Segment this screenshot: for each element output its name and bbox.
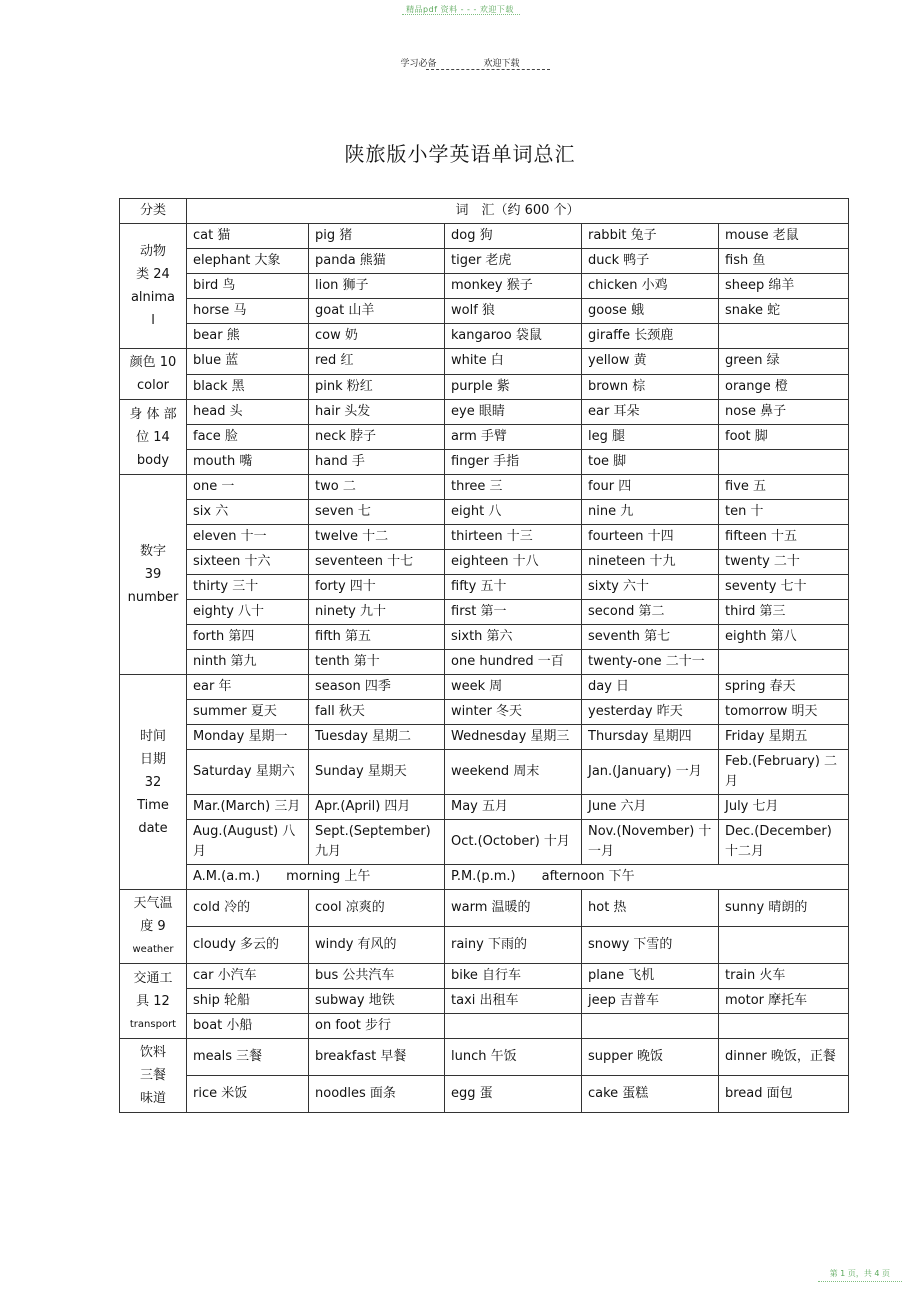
table-row — [120, 1039, 849, 1076]
vocab-cell: Feb.(February) 二月 — [719, 750, 849, 795]
category-label-line: 颜色 10 — [129, 355, 177, 370]
vocab-cell: nine 九 — [582, 500, 719, 525]
vocab-cell: boat 小船 — [187, 1014, 309, 1039]
table-row — [120, 224, 849, 249]
vocab-cell: yesterday 昨天 — [582, 700, 719, 725]
vocab-cell: green 绿 — [719, 349, 849, 375]
category-cell-animal — [120, 224, 187, 349]
vocab-cell: seventeen 十七 — [309, 550, 445, 575]
vocab-cell: fifth 第五 — [309, 625, 445, 650]
vocab-cell: twelve 十二 — [309, 525, 445, 550]
category-label-line: 类 24 — [136, 267, 170, 282]
vocab-cell: blue 蓝 — [187, 349, 309, 375]
table-row — [120, 450, 849, 475]
vocab-cell: sixty 六十 — [582, 575, 719, 600]
vocab-cell: motor 摩托车 — [719, 989, 849, 1014]
vocab-cell: one 一 — [187, 475, 309, 500]
table-row — [120, 249, 849, 274]
vocab-cell: Monday 星期一 — [187, 725, 309, 750]
category-label-line: 时间 — [139, 728, 166, 744]
vocab-cell: second 第二 — [582, 600, 719, 625]
table-row — [120, 600, 849, 625]
vocab-cell: brown 棕 — [582, 374, 719, 400]
vocab-cell: sheep 绵羊 — [719, 274, 849, 299]
vocab-cell: Oct.(October) 十月 — [445, 820, 582, 865]
vocab-cell: seventy 七十 — [719, 575, 849, 600]
vocab-cell: five 五 — [719, 475, 849, 500]
table-row — [120, 299, 849, 324]
category-label-line: 交通工 — [133, 970, 173, 986]
vocab-cell: eighteen 十八 — [445, 550, 582, 575]
vocab-cell: breakfast 早餐 — [309, 1039, 445, 1076]
vocab-cell: twenty-one 二十一 — [582, 650, 719, 675]
table-row — [120, 964, 849, 989]
table-row — [120, 374, 849, 400]
category-cell-time — [120, 675, 187, 890]
vocab-cell: nineteen 十九 — [582, 550, 719, 575]
category-label-line: 身 体 部 — [129, 406, 177, 422]
vocab-cell: meals 三餐 — [187, 1039, 309, 1076]
vocab-cell — [719, 927, 849, 964]
vocab-cell: panda 熊猫 — [309, 249, 445, 274]
category-label-line: date — [138, 820, 168, 836]
vocab-cell: Tuesday 星期二 — [309, 725, 445, 750]
vocab-cell: sixth 第六 — [445, 625, 582, 650]
vocab-cell: eighty 八十 — [187, 600, 309, 625]
vocab-cell: Nov.(November) 十一月 — [582, 820, 719, 865]
vocab-cell — [719, 650, 849, 675]
vocab-cell: purple 紫 — [445, 374, 582, 400]
header-category: 分类 — [120, 199, 187, 224]
table-row — [120, 1076, 849, 1113]
category-label-line: color — [136, 378, 169, 393]
category-label-line: number — [127, 590, 179, 605]
table-row — [120, 865, 849, 890]
category-label-line: 度 9 — [140, 919, 166, 934]
table-row — [120, 700, 849, 725]
vocab-cell: rabbit 兔子 — [582, 224, 719, 249]
category-cell-food — [120, 1039, 187, 1113]
vocab-cell: red 红 — [309, 349, 445, 375]
category-label-line: body — [136, 452, 170, 468]
vocab-cell: ship 轮船 — [187, 989, 309, 1014]
table-row — [120, 725, 849, 750]
vocab-cell-wide: A.M.(a.m.) morning 上午 — [187, 865, 445, 890]
vocab-cell: Dec.(December) 十二月 — [719, 820, 849, 865]
vocab-cell: hot 热 — [582, 890, 719, 927]
vocab-cell: third 第三 — [719, 600, 849, 625]
vocab-cell: toe 脚 — [582, 450, 719, 475]
vocab-cell: bus 公共汽车 — [309, 964, 445, 989]
vocab-cell: day 日 — [582, 675, 719, 700]
vocab-cell: Sunday 星期天 — [309, 750, 445, 795]
header-rule — [426, 69, 550, 70]
category-label-line: alnima — [130, 290, 176, 305]
category-label-line: 味道 — [139, 1091, 166, 1106]
table-row — [120, 550, 849, 575]
category-label-line: 日期 — [139, 751, 166, 767]
vocab-cell: cow 奶 — [309, 324, 445, 349]
vocab-cell: mouth 嘴 — [187, 450, 309, 475]
category-label-line: 39 — [144, 567, 162, 582]
vocab-cell: season 四季 — [309, 675, 445, 700]
table-row — [120, 625, 849, 650]
vocab-cell: giraffe 长颈鹿 — [582, 324, 719, 349]
vocab-cell: forty 四十 — [309, 575, 445, 600]
vocab-cell: ear 耳朵 — [582, 400, 719, 425]
vocab-cell: eight 八 — [445, 500, 582, 525]
vocab-cell: fish 鱼 — [719, 249, 849, 274]
vocab-cell: yellow 黄 — [582, 349, 719, 375]
vocab-cell: black 黑 — [187, 374, 309, 400]
vocab-cell: taxi 出租车 — [445, 989, 582, 1014]
vocab-cell: car 小汽车 — [187, 964, 309, 989]
header-right: 欢迎下载 — [483, 59, 520, 69]
vocab-cell: June 六月 — [582, 795, 719, 820]
vocab-cell: tomorrow 明天 — [719, 700, 849, 725]
vocab-cell: subway 地铁 — [309, 989, 445, 1014]
vocab-cell: May 五月 — [445, 795, 582, 820]
table-row — [120, 274, 849, 299]
table-row — [120, 750, 849, 795]
vocab-cell — [719, 450, 849, 475]
category-label-line: 数字 — [139, 544, 166, 559]
vocab-cell: snowy 下雪的 — [582, 927, 719, 964]
table-row — [120, 989, 849, 1014]
vocab-cell: leg 腿 — [582, 425, 719, 450]
table-row — [120, 500, 849, 525]
vocab-cell: bear 熊 — [187, 324, 309, 349]
vocab-cell: six 六 — [187, 500, 309, 525]
vocab-cell: duck 鸭子 — [582, 249, 719, 274]
vocab-cell: supper 晚饭 — [582, 1039, 719, 1076]
vocab-cell — [582, 1014, 719, 1039]
vocab-cell: jeep 吉普车 — [582, 989, 719, 1014]
vocab-cell: plane 飞机 — [582, 964, 719, 989]
vocab-cell: seventh 第七 — [582, 625, 719, 650]
category-label-line: 32 — [144, 774, 162, 790]
vocab-cell: warm 温暖的 — [445, 890, 582, 927]
table-row — [120, 475, 849, 500]
vocab-cell: lion 狮子 — [309, 274, 445, 299]
table-row — [120, 525, 849, 550]
vocab-cell: spring 春天 — [719, 675, 849, 700]
vocab-cell: kangaroo 袋鼠 — [445, 324, 582, 349]
vocab-cell: Saturday 星期六 — [187, 750, 309, 795]
vocab-cell: ten 十 — [719, 500, 849, 525]
category-cell-color — [120, 349, 187, 400]
category-cell-transport — [120, 964, 187, 1039]
vocab-cell: Jan.(January) 一月 — [582, 750, 719, 795]
table-row — [120, 927, 849, 964]
vocab-cell: eighth 第八 — [719, 625, 849, 650]
vocab-cell: bike 自行车 — [445, 964, 582, 989]
vocab-cell: four 四 — [582, 475, 719, 500]
vocab-cell: arm 手臂 — [445, 425, 582, 450]
table-row — [120, 675, 849, 700]
vocab-cell: goose 蛾 — [582, 299, 719, 324]
category-label-line: 位 14 — [136, 429, 170, 445]
category-label-line: 三餐 — [139, 1068, 166, 1083]
table-row — [120, 425, 849, 450]
vocab-cell: Friday 星期五 — [719, 725, 849, 750]
vocab-cell: goat 山羊 — [309, 299, 445, 324]
vocab-cell: snake 蛇 — [719, 299, 849, 324]
vocab-cell: hair 头发 — [309, 400, 445, 425]
vocab-cell: chicken 小鸡 — [582, 274, 719, 299]
watermark-top: 精品pdf 资料 - - - 欢迎下载 — [406, 5, 514, 14]
vocab-cell: tenth 第十 — [309, 650, 445, 675]
table-row — [120, 795, 849, 820]
vocab-cell: weekend 周末 — [445, 750, 582, 795]
category-label-line: 饮料 — [139, 1045, 166, 1060]
page-header — [0, 56, 920, 69]
vocab-cell-wide: P.M.(p.m.) afternoon 下午 — [445, 865, 849, 890]
table-row — [120, 650, 849, 675]
vocab-cell: thirty 三十 — [187, 575, 309, 600]
vocab-cell: wolf 狼 — [445, 299, 582, 324]
category-cell-number — [120, 475, 187, 675]
vocab-cell: forth 第四 — [187, 625, 309, 650]
vocab-cell: thirteen 十三 — [445, 525, 582, 550]
vocab-cell: first 第一 — [445, 600, 582, 625]
vocab-cell: nose 鼻子 — [719, 400, 849, 425]
vocab-cell: dinner 晚饭，正餐 — [719, 1039, 849, 1076]
page-number-underline — [818, 1281, 902, 1282]
vocab-cell: three 三 — [445, 475, 582, 500]
page-number: 第 1 页，共 4 页 — [829, 1269, 890, 1278]
vocab-cell: hand 手 — [309, 450, 445, 475]
vocab-cell: bird 鸟 — [187, 274, 309, 299]
vocab-cell: horse 马 — [187, 299, 309, 324]
vocab-cell: cool 凉爽的 — [309, 890, 445, 927]
vocab-cell: ninth 第九 — [187, 650, 309, 675]
vocab-cell: Aug.(August) 八月 — [187, 820, 309, 865]
vocab-cell: neck 脖子 — [309, 425, 445, 450]
vocab-cell: face 脸 — [187, 425, 309, 450]
vocab-cell: monkey 猴子 — [445, 274, 582, 299]
category-label-line: weather — [132, 944, 174, 955]
vocab-cell: cake 蛋糕 — [582, 1076, 719, 1113]
header-vocabulary: 词 汇（约 600 个） — [187, 199, 849, 224]
vocab-cell: Thursday 星期四 — [582, 725, 719, 750]
vocab-cell: tiger 老虎 — [445, 249, 582, 274]
vocab-cell: cloudy 多云的 — [187, 927, 309, 964]
category-cell-body — [120, 400, 187, 475]
vocab-cell: winter 冬天 — [445, 700, 582, 725]
vocab-cell: train 火车 — [719, 964, 849, 989]
category-label-line: Time — [137, 797, 169, 813]
vocab-cell — [719, 324, 849, 349]
vocab-cell: sixteen 十六 — [187, 550, 309, 575]
vocabulary-table — [119, 198, 849, 1113]
table-row — [120, 890, 849, 927]
vocab-cell: rainy 下雨的 — [445, 927, 582, 964]
vocab-cell: ninety 九十 — [309, 600, 445, 625]
vocab-cell: summer 夏天 — [187, 700, 309, 725]
vocab-cell: Mar.(March) 三月 — [187, 795, 309, 820]
table-body — [120, 224, 849, 1113]
table-row — [120, 820, 849, 865]
vocab-cell: sunny 晴朗的 — [719, 890, 849, 927]
vocab-cell: pink 粉红 — [309, 374, 445, 400]
vocab-cell: fourteen 十四 — [582, 525, 719, 550]
vocab-cell: head 头 — [187, 400, 309, 425]
vocab-cell: cold 冷的 — [187, 890, 309, 927]
header-left: 学习必备 — [400, 59, 437, 69]
vocab-cell: cat 猫 — [187, 224, 309, 249]
vocab-cell: ear 年 — [187, 675, 309, 700]
table-row — [120, 400, 849, 425]
vocab-cell: orange 橙 — [719, 374, 849, 400]
vocab-cell: bread 面包 — [719, 1076, 849, 1113]
table-row — [120, 324, 849, 349]
vocab-cell: fifty 五十 — [445, 575, 582, 600]
table-row — [120, 1014, 849, 1039]
table-row — [120, 349, 849, 375]
watermark-top-underline — [402, 14, 520, 15]
category-label-line: l — [151, 313, 155, 328]
vocab-cell: white 白 — [445, 349, 582, 375]
vocab-cell: noodles 面条 — [309, 1076, 445, 1113]
vocab-cell: elephant 大象 — [187, 249, 309, 274]
vocab-cell: windy 有风的 — [309, 927, 445, 964]
vocab-cell: Sept.(September) 九月 — [309, 820, 445, 865]
vocab-cell: lunch 午饭 — [445, 1039, 582, 1076]
vocab-cell: twenty 二十 — [719, 550, 849, 575]
vocab-cell: rice 米饭 — [187, 1076, 309, 1113]
category-label-line: 动物 — [139, 244, 166, 259]
vocab-cell: foot 脚 — [719, 425, 849, 450]
vocab-cell: finger 手指 — [445, 450, 582, 475]
vocab-cell: one hundred 一百 — [445, 650, 582, 675]
table-header-row — [120, 199, 849, 224]
vocab-cell: mouse 老鼠 — [719, 224, 849, 249]
vocab-cell: fifteen 十五 — [719, 525, 849, 550]
vocab-cell: eleven 十一 — [187, 525, 309, 550]
vocab-cell — [445, 1014, 582, 1039]
table-row — [120, 575, 849, 600]
category-cell-weather — [120, 890, 187, 964]
vocab-cell: two 二 — [309, 475, 445, 500]
vocab-cell: egg 蛋 — [445, 1076, 582, 1113]
vocab-cell — [719, 1014, 849, 1039]
vocab-cell: Apr.(April) 四月 — [309, 795, 445, 820]
vocab-cell: seven 七 — [309, 500, 445, 525]
vocab-cell: eye 眼睛 — [445, 400, 582, 425]
vocab-cell: pig 猪 — [309, 224, 445, 249]
category-label-line: 天气温 — [133, 896, 173, 911]
vocab-cell: on foot 步行 — [309, 1014, 445, 1039]
vocab-cell: fall 秋天 — [309, 700, 445, 725]
vocab-cell: Wednesday 星期三 — [445, 725, 582, 750]
page-title: 陕旅版小学英语单词总汇 — [344, 142, 576, 166]
category-label-line: 具 12 — [136, 993, 170, 1009]
vocab-cell: dog 狗 — [445, 224, 582, 249]
vocab-cell: week 周 — [445, 675, 582, 700]
category-label-line: transport — [129, 1018, 177, 1030]
vocab-cell: July 七月 — [719, 795, 849, 820]
